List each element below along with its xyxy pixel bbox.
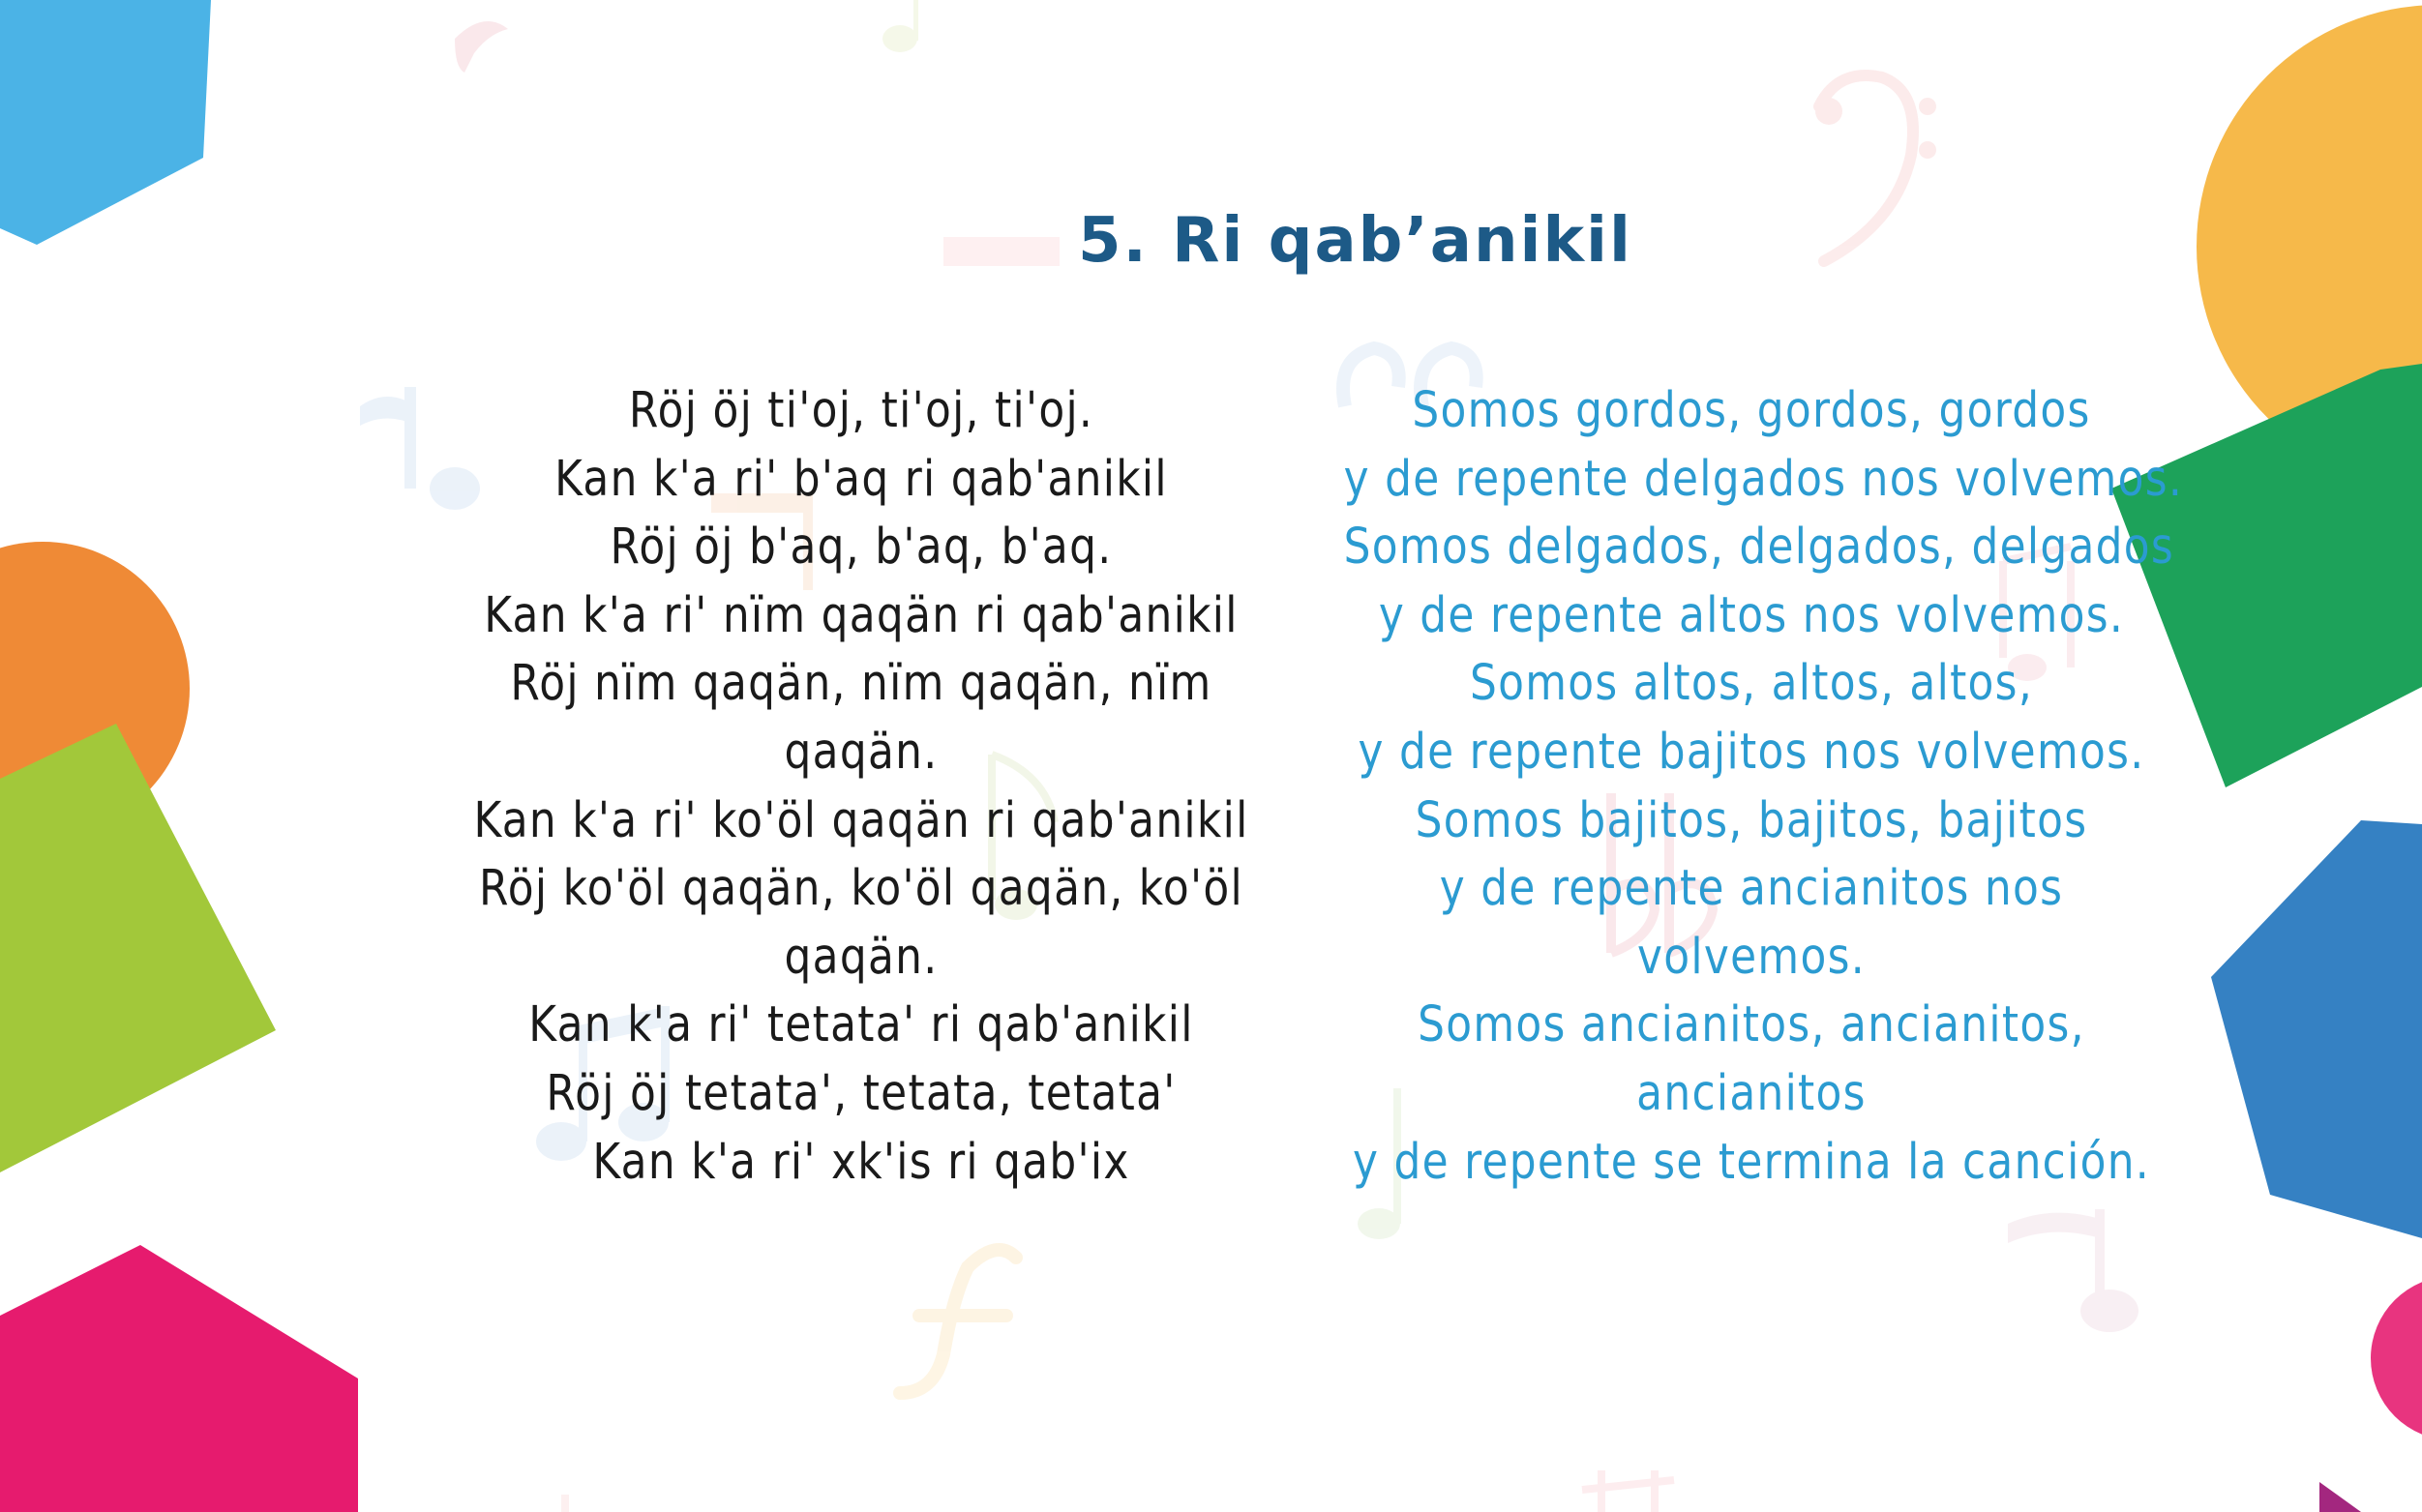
kaqchikel-lyric-line: Kan k'a ri' tetata' ri qab'anikil [528,996,1194,1054]
music-note-icon [360,387,480,510]
bass-clef-icon [1815,75,1936,261]
spanish-lyric-line: Somos bajitos, bajitos, bajitos [1415,791,2088,849]
blue-hexagon [2211,820,2422,1238]
light-blue-hexagon [0,0,211,245]
spanish-lyric-line: ancianitos [1636,1064,1867,1122]
kaqchikel-lyric-line: Kan k'a ri' nïm qaqän ri qab'anikil [484,586,1239,644]
kaqchikel-lyric-line: Röj öj b'aq, b'aq, b'aq. [610,519,1113,577]
kaqchikel-lyrics [470,377,1252,1197]
kaqchikel-lyric-line: qaqän. [784,723,939,781]
spanish-lyrics [1343,377,2184,1197]
spanish-lyric-line: volvemos. [1637,928,1866,986]
spanish-lyric-line: Somos ancianitos, ancianitos, [1418,996,2085,1054]
spanish-lyric-line: Somos delgados, delgados, delgados [1343,519,2175,577]
spanish-lyric-line: y de repente bajitos nos volvemos. [1358,723,2145,781]
spanish-lyric-line: y de repente altos nos volvemos. [1378,586,2125,644]
magenta-hexagon [0,1245,358,1512]
kaqchikel-lyric-line: Röj ko'öl qaqän, ko'öl qaqän, ko'öl [479,860,1243,918]
sharp-sign-icon [1582,1470,1674,1512]
spanish-lyric-line: Somos altos, altos, altos, [1469,655,2034,713]
kaqchikel-lyric-line: Röj öj ti'oj, ti'oj, ti'oj. [628,382,1094,439]
kaqchikel-lyric-line: Röj öj tetata', tetata, tetata' [546,1064,1177,1122]
music-note-icon [561,1495,569,1512]
eighth-note-icon [2008,1209,2138,1332]
forte-sign-icon [900,1250,1016,1393]
spanish-lyric-line: y de repente delgados nos volvemos. [1343,450,2184,508]
pink-circle [2371,1276,2422,1440]
page-title: 5. Ri qab’anikil [1078,205,1632,277]
spanish-lyric-line: y de repente se termina la canción. [1352,1133,2151,1191]
spanish-lyric-line: y de repente ancianitos nos [1439,860,2064,918]
kaqchikel-lyric-line: Kan k'a ri' xk'is ri qab'ix [592,1133,1130,1191]
kaqchikel-lyric-line: Kan k'a ri' b'aq ri qab'anikil [554,450,1168,508]
spanish-lyric-line: Somos gordos, gordos, gordos [1412,382,2091,439]
kaqchikel-lyric-line: Röj nïm qaqän, nïm qaqän, nïm [510,655,1212,713]
kaqchikel-lyric-line: qaqän. [784,928,939,986]
whole-rest-icon [943,237,1060,266]
kaqchikel-lyric-line: Kan k'a ri' ko'öl qaqän ri qab'anikil [473,791,1249,849]
lime-square [0,724,276,1172]
purple-triangle [2319,1482,2361,1512]
eighth-note-icon [455,0,918,73]
